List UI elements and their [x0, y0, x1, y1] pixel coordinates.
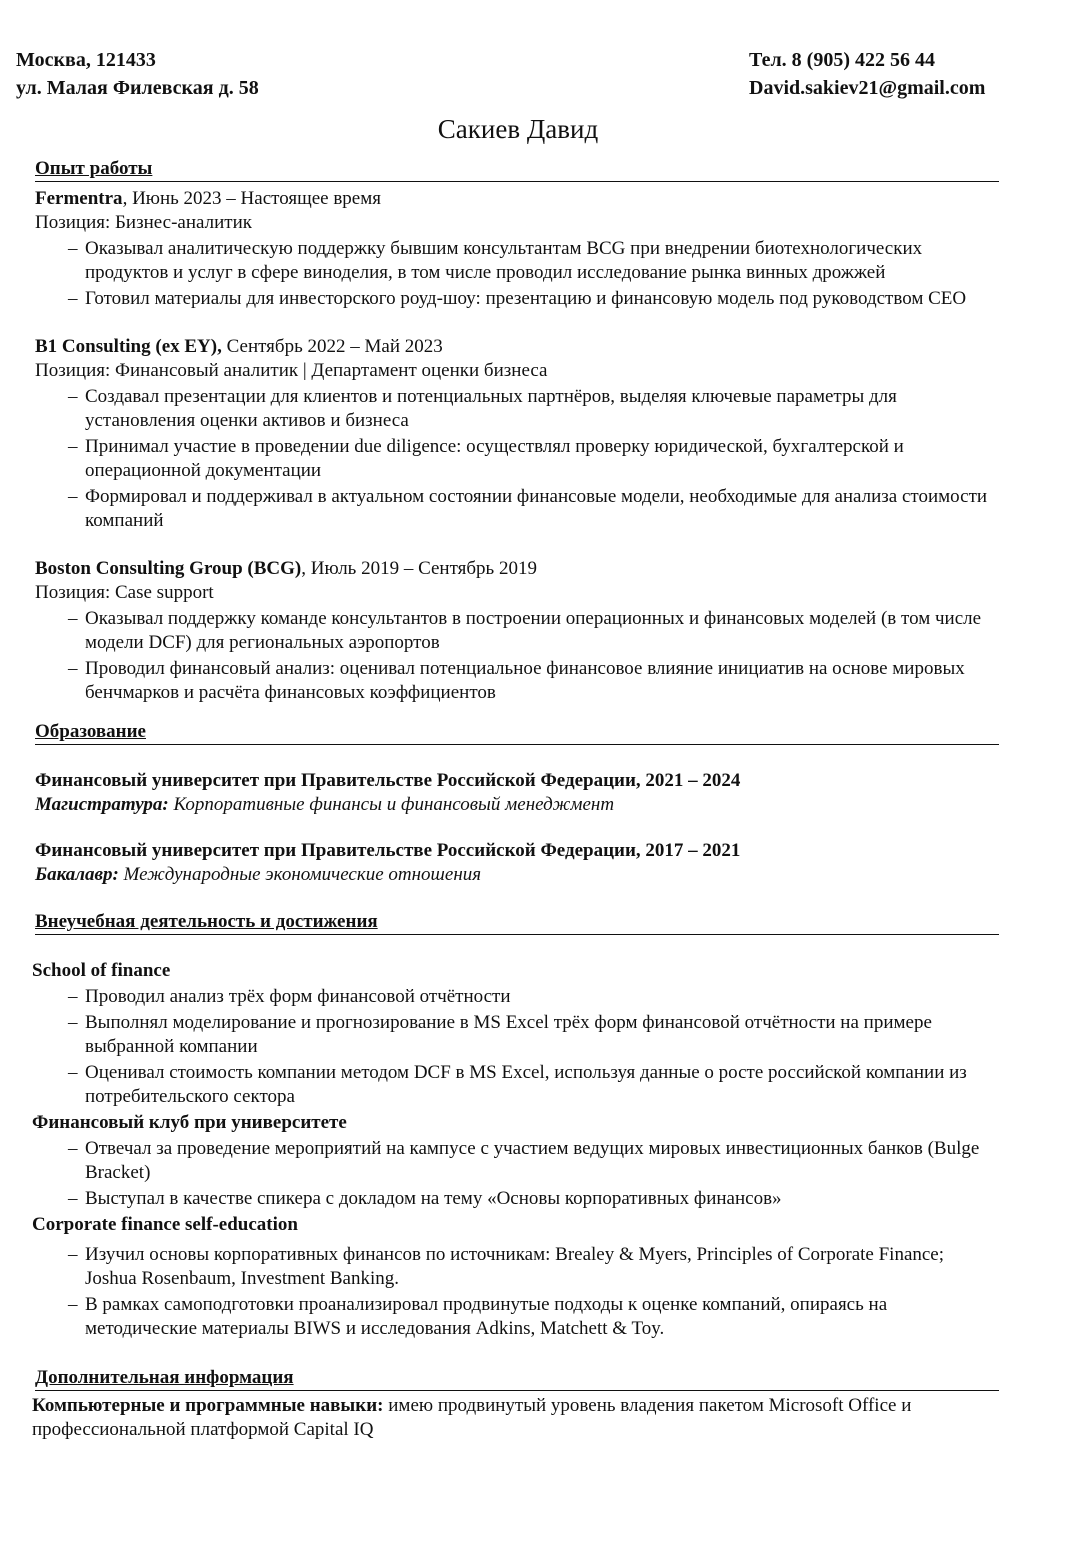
education-institution: Финансовый университет при Правительстве Российской Федерации, 2021 – 2024: [35, 770, 741, 791]
activity-group: [32, 1213, 999, 1341]
job-position: Позиция: Case support: [35, 582, 214, 603]
job-company: Fermentra: [35, 188, 123, 209]
job-bullets: [35, 237, 999, 311]
job-company-line: [35, 187, 999, 211]
phone-number: Тел. 8 (905) 422 56 44: [749, 49, 935, 71]
list-item: – Оценивал стоимость компании методом DCF в MS Excel, используя данные о росте российской компании из потребительского сектора: [35, 1061, 999, 1109]
list-item: – Создавал презентации для клиентов и потенциальных партнёров, выделяя ключевые параметры для установления оценки активов и бизнеса: [35, 385, 999, 433]
list-item: – В рамках самоподготовки проанализировал продвинутые подходы к оценке компаний, опираясь на методические материалы BIWS и исследования Adkins, Matchett & Toy.: [35, 1293, 999, 1341]
job-period: , Июль 2019 – Сентябрь 2019: [301, 558, 537, 579]
education-program: Корпоративные финансы и финансовый менеджмент: [168, 794, 615, 815]
list-item: – Изучил основы корпоративных финансов по источникам: Brealey & Myers, Principles of Corporate Finance; Joshua Rosenbaum, Investment Banking.: [35, 1243, 999, 1291]
skills-paragraph: [32, 1394, 999, 1442]
contact-details: [749, 46, 985, 102]
job-entry: [35, 557, 999, 705]
skills-text: имею продвинутый уровень владения пакетом Microsoft Office и профессиональной платформой Capital IQ: [32, 1395, 912, 1440]
job-bullets: [35, 385, 999, 533]
education-degree: Магистратура:: [35, 794, 169, 815]
activity-group: [32, 959, 999, 1109]
section-title-activities: Внеучебная деятельность и достижения: [35, 911, 999, 935]
skills-label: Компьютерные и программные навыки:: [32, 1395, 384, 1416]
education-program-line: [35, 793, 999, 817]
activity-heading: Финансовый клуб при университете: [32, 1112, 347, 1133]
address-street: ул. Малая Филевская д. 58: [16, 77, 259, 99]
email-address[interactable]: David.sakiev21@gmail.com: [749, 77, 986, 99]
education-program-line: [35, 863, 999, 887]
job-period: Сентябрь 2022 – Май 2023: [221, 336, 443, 357]
list-item: – Принимал участие в проведении due diligence: осуществлял проверку юридической, бухгалтерской и операционной документации: [35, 435, 999, 483]
resume-content: [32, 158, 999, 1442]
address-city: Москва, 121433: [16, 49, 156, 71]
job-company-line: [35, 335, 999, 359]
activity-heading: Corporate finance self-education: [32, 1214, 298, 1235]
job-position: Позиция: Финансовый аналитик | Департамент оценки бизнеса: [35, 360, 548, 381]
job-position: Позиция: Бизнес-аналитик: [35, 212, 252, 233]
job-company: Boston Consulting Group (BCG): [35, 558, 302, 579]
section-title-education: Образование: [35, 721, 999, 745]
list-item: – Оказывал аналитическую поддержку бывшим консультантам BCG при внедрении биотехнологических продуктов и услуг в сфере виноделия, в том числе проводил исследование рынка винных дрожжей: [35, 237, 999, 285]
section-title-additional: Дополнительная информация: [35, 1367, 999, 1391]
activity-bullets: [35, 985, 999, 1109]
job-period: , Июнь 2023 – Настоящее время: [122, 188, 381, 209]
list-item: – Готовил материалы для инвесторского роуд-шоу: презентацию и финансовую модель под руководством CEO: [35, 287, 999, 311]
list-item: – Проводил финансовый анализ: оценивал потенциальное финансовое влияние инициатив на основе мировых бенчмарков и расчёта финансовых коэффициентов: [35, 657, 999, 705]
list-item: – Проводил анализ трёх форм финансовой отчётности: [35, 985, 999, 1009]
education-program: Международные экономические отношения: [118, 864, 482, 885]
job-company-line: [35, 557, 999, 581]
activity-group: [32, 1111, 999, 1211]
list-item: – Отвечал за проведение мероприятий на кампусе с участием ведущих мировых инвестиционных банков (Bulge Bracket): [35, 1137, 999, 1185]
candidate-name: Сакиев Давид: [437, 114, 599, 144]
activity-bullets: [35, 1137, 999, 1211]
list-item: – Выступал в качестве спикера с докладом на тему «Основы корпоративных финансов»: [35, 1187, 999, 1211]
job-entry: [35, 187, 999, 311]
job-entry: [35, 335, 999, 533]
list-item: – Выполнял моделирование и прогнозирование в MS Excel трёх форм финансовой отчётности на примере выбранной компании: [35, 1011, 999, 1059]
education-degree: Бакалавр:: [35, 864, 119, 885]
activity-bullets: [35, 1243, 999, 1341]
job-bullets: [35, 607, 999, 705]
contact-address: [16, 46, 259, 102]
education-entry: [35, 839, 999, 887]
education-entry: [35, 769, 999, 817]
list-item: – Оказывал поддержку команде консультантов в построении операционных и финансовых моделей (в том числе модели DCF) для региональных аэропортов: [35, 607, 999, 655]
section-title-experience: Опыт работы: [35, 158, 999, 182]
list-item: – Формировал и поддерживал в актуальном состоянии финансовые модели, необходимые для анализа стоимости компаний: [35, 485, 999, 533]
education-institution: Финансовый университет при Правительстве Российской Федерации, 2017 – 2021: [35, 840, 741, 861]
job-company: B1 Consulting (ex EY),: [35, 336, 222, 357]
activity-heading: School of finance: [32, 960, 171, 981]
